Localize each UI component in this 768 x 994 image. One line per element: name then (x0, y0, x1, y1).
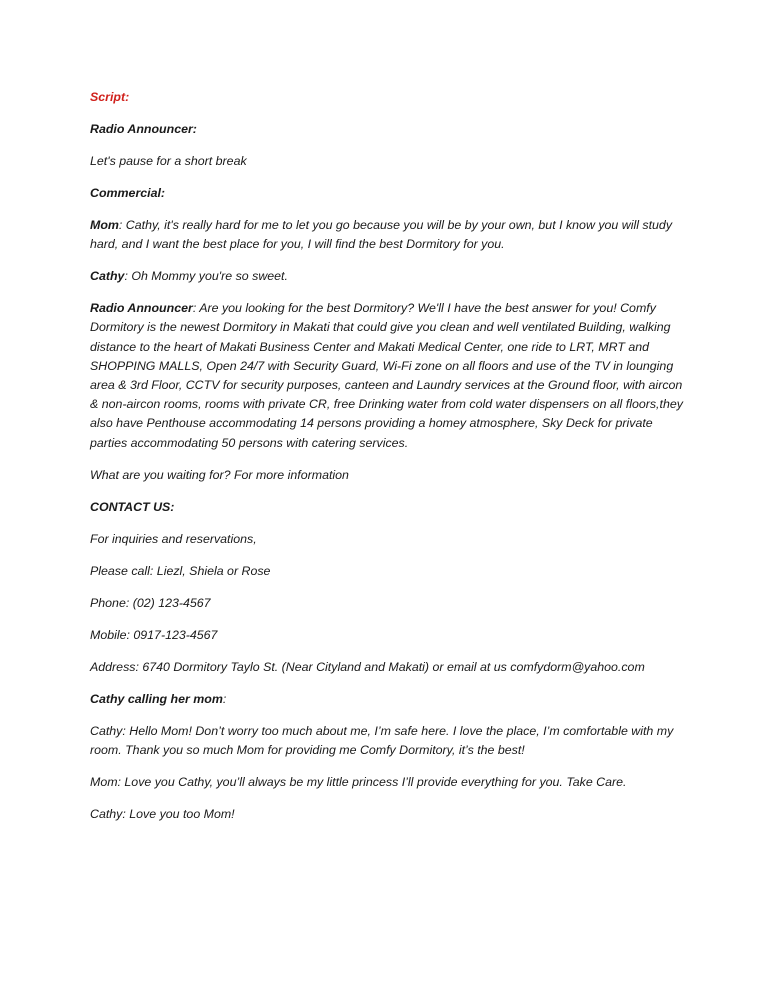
call-line: Please call: Liezl, Shiela or Rose (90, 563, 271, 578)
mobile-line: Mobile: 0917-123-4567 (90, 627, 218, 642)
radio-announcer-heading: Radio Announcer: (90, 122, 197, 136)
contact-heading: CONTACT US: (90, 499, 175, 514)
cathy-dialogue (90, 267, 690, 286)
speaker-mom: Mom (90, 218, 119, 232)
phone-line: Phone: (02) 123-4567 (90, 595, 211, 610)
mom-dialogue (90, 216, 690, 254)
calling-heading-label: Cathy calling her mom (90, 691, 223, 706)
calling-heading-suffix: : (222, 691, 227, 706)
announcer-dialogue-text: : Are you looking for the best Dormitory? We'll I have the best answer for you! Comfy Dormitory is the newest Dormitory in Makati that could give you clean and well ventilated Building, walking distance to the heart of Makati Business Center and Makati Medical Center, one ride to LRT, MRT and SHOPPING MALLS, Open 24/7 with Security Guard, Wi-Fi zone on all floors and use of the TV in lounging area & 3rd Floor, CCTV for security purposes, canteen and Laundry services at the Ground floor, with aircon & non-aircon rooms, rooms with private CR, free Drinking water from cold water dispensers on all floors,they also have Penthouse accommodating 14 persons providing a homey atmosphere, Sky Deck for private parties accommodating 50 persons with catering services. (90, 301, 683, 450)
cathy-hello-line: Cathy: Hello Mom! Don’t worry too much about me, I’m safe here. I love the place, I’m comfortable with my room. Thank you so much Mom for providing me Comfy Dormitory, it’s the best! (90, 723, 674, 757)
script-heading: Script: (90, 90, 130, 104)
mom-dialogue-text: : Cathy, it's really hard for me to let you go because you will be by your own, but I know you will study hard, and I want the best place for you, I will find the best Dormitory for you. (90, 218, 673, 252)
address-line: Address: 6740 Dormitory Taylo St. (Near Cityland and Makati) or email at us comfydorm@yahoo.com (90, 659, 645, 674)
cathy-love-line: Cathy: Love you too Mom! (90, 806, 235, 821)
speaker-cathy: Cathy (90, 269, 125, 284)
inquiries-line: For inquiries and reservations, (90, 531, 257, 546)
commercial-heading: Commercial: (90, 186, 166, 200)
announcer-dialogue (90, 299, 690, 453)
document-body (90, 88, 690, 837)
speaker-radio-announcer: Radio Announcer (90, 301, 193, 316)
cathy-dialogue-text: : Oh Mommy you're so sweet. (124, 269, 288, 284)
waiting-line: What are you waiting for? For more information (90, 467, 349, 482)
mom-love-line: Mom: Love you Cathy, you’ll always be my little princess I’ll provide everything for you. Take Care. (90, 774, 627, 789)
calling-heading (90, 690, 690, 709)
pause-line: Let's pause for a short break (90, 154, 247, 168)
